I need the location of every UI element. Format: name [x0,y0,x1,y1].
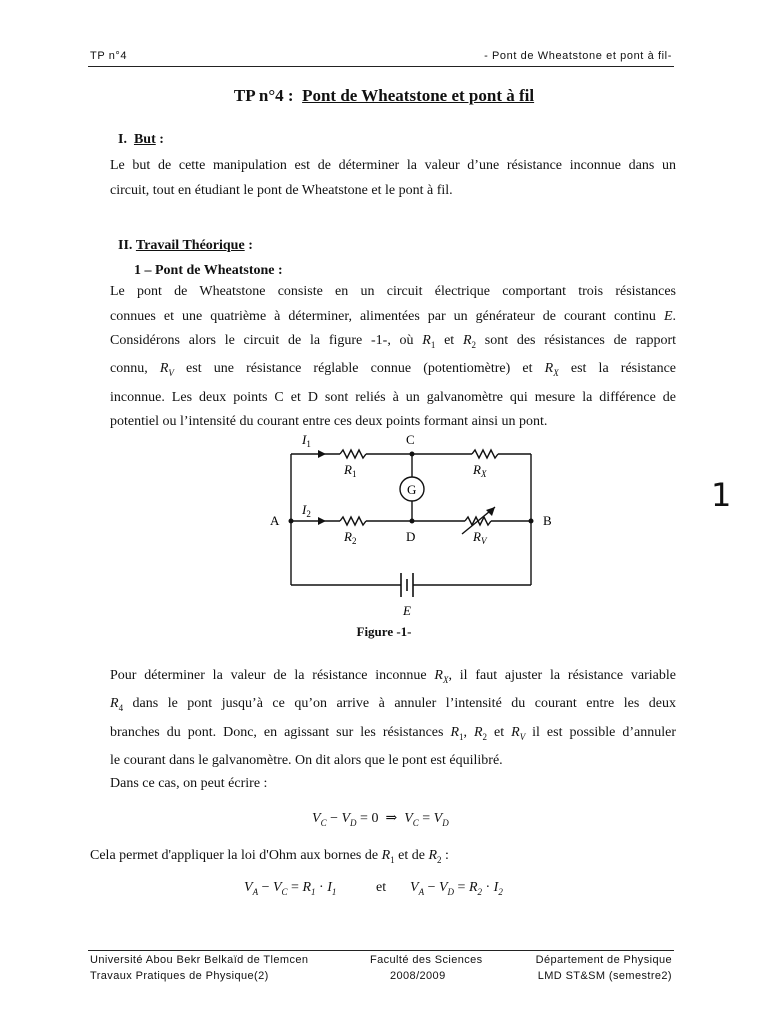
section-2-heading [118,238,253,254]
subsection-heading: 1 – Pont de Wheatstone : [134,263,283,278]
header-right: - Pont de Wheatstone et pont à fil- [484,50,672,62]
node-d [410,519,415,524]
cela-permet-text: Cela permet d'appliquer la loi d'Ohm aux bornes de $R_1$ et de $R_2$ : [90,848,449,865]
current-arrow-i2 [318,517,326,525]
label-r2: $R_2$ [344,529,357,546]
footer-rule [88,950,674,951]
section-1-heading [118,132,164,148]
s1-line: circuit, tout en étudiant le pont de Wheatstone et le pont à fil. [110,182,453,198]
s1-line: Le but de cette manipulation est de déterminer la valeur d’une résistance inconnue dans un [110,158,676,173]
section-2-title: Travail Théorique [135,238,245,253]
s2-line: inconnue. Les deux points C et D sont reliés à un galvanomètre qui mesure la différence de [110,389,676,405]
equation-2: $V_A - V_C = R_1 \cdot I_1$ [244,880,337,897]
label-rv: $R_V$ [473,529,487,546]
resistor-r2 [340,517,366,525]
resistor-rx [472,450,498,458]
footer-program: LMD ST&SM (semestre2) [537,970,672,982]
title-prefix: TP n°4 : [233,86,294,105]
section-2-paragraph [110,280,676,435]
s3-line: branches du pont. Donc, en agissant sur les résistances $R_1$, $R_2$ et $R_V$ il est possible d’annuler [110,724,676,742]
current-arrow-i1 [318,450,326,458]
footer-course: Travaux Pratiques de Physique(2) [90,970,269,982]
label-r1: $R_1$ [344,462,357,479]
section-3-paragraph [110,664,676,773]
s2-line: connu, $R_V$ est une résistance réglable connue (potentiomètre) et $R_X$ est la résistance [110,361,676,379]
dans-ce-cas-text: Dans ce cas, on peut écrire : [110,776,268,791]
resistor-r1 [340,450,366,458]
s2-line: potentiel ou l’intensité du courant entre ces deux points formant ainsi un pont. [110,414,548,430]
label-c: C [406,432,415,447]
section-1-number: I. [118,132,127,147]
equation-connector: et [376,880,387,895]
section-1-title: But [133,132,156,147]
label-e: E [403,603,411,618]
wheatstone-circuit-diagram [262,430,562,622]
label-i2: $I_2$ [302,502,311,519]
label-b: B [543,513,552,528]
node-a [289,519,294,524]
page-number: 1 [711,476,732,514]
figure-caption: Figure -1- [356,624,412,639]
section-2-number: II. [118,238,133,253]
header-rule [88,66,674,67]
footer-university: Université Abou Bekr Belkaïd de Tlemcen [90,954,309,966]
s3-line: $R_4$ dans le pont jusqu’à ce qu’on arrive à annuler l’intensité du courant entre les deux [110,696,676,714]
page-title [0,86,768,106]
s2-line: Le pont de Wheatstone consiste en un circuit électrique comportant trois résistances [110,284,676,299]
rv-arrow-head [486,507,495,516]
label-d: D [406,529,416,544]
section-1-colon: : [159,132,164,147]
footer-department: Département de Physique [535,954,672,966]
s3-line: le courant dans le galvanomètre. On dit alors que le pont est équilibré. [110,752,503,768]
section-2-colon: : [248,238,253,253]
section-1-paragraph [110,154,676,203]
footer-faculty: Faculté des Sciences [370,954,483,966]
node-b [529,519,534,524]
label-a: A [270,513,280,528]
footer-year: 2008/2009 [390,970,446,982]
label-i1: $I_1$ [302,432,311,449]
s3-line: Pour déterminer la valeur de la résistance inconnue $R_X$, il faut ajuster la résistance variable [110,668,676,685]
title-main: Pont de Wheatstone et pont à fil [302,86,535,105]
header-left: TP n°4 [90,50,128,62]
label-g: G [407,482,417,497]
s2-line: connues et une quatrième à déterminer, alimentées par un générateur de courant continu E. [110,308,676,324]
equation-3: $V_A - V_D = R_2 \cdot I_2$ [410,880,503,897]
s2-line: Considérons alors le circuit de la figure -1-, où $R_1$ et $R_2$ sont des résistances de rapport [110,333,676,350]
label-rx: $R_X$ [473,462,487,479]
node-c [410,452,415,457]
equation-1: $V_C - V_D = 0$ ⇒ $V_C = V_D$ [312,811,449,828]
